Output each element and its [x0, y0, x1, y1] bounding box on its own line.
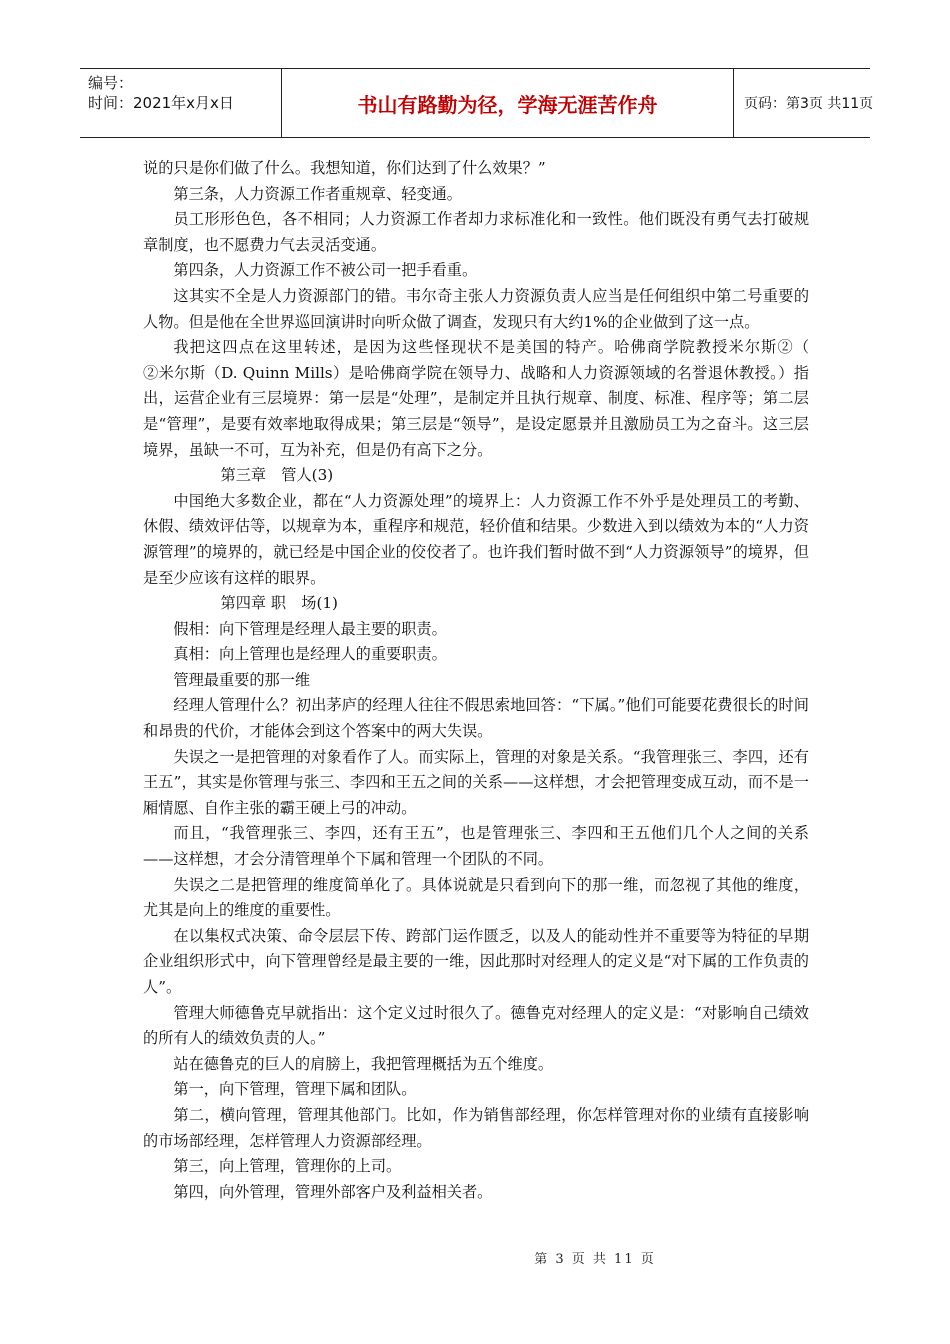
- section-heading: 管理最重要的那一维: [173, 670, 311, 689]
- page-footer: 第 3 页 共 11 页: [534, 1252, 656, 1267]
- document-body: [143, 156, 840, 1205]
- paragraph: 真相：向上管理也是经理人的重要职责。: [173, 645, 447, 664]
- paragraph: 第二，横向管理，管理其他部门。比如，作为销售部经理，你怎样管理对你的业绩有直接影响的市场部经理，怎样管理人力资源部经理。: [143, 1105, 809, 1150]
- paragraph: 这其实不全是人力资源部门的错。韦尔奇主张人力资源负责人应当是任何组织中第二号重要的人物。但是他在全世界巡回演讲时向听众做了调查，发现只有大约1%的企业做到了这一点。: [143, 286, 809, 331]
- paragraph: 失误之一是把管理的对象看作了人。而实际上，管理的对象是关系。“我管理张三、李四，还有王五”，其实是你管理与张三、李四和王五之间的关系——这样想，才会把管理变成互动，而不是一厢情愿、自作主张的霸王硬上弓的冲动。: [143, 747, 809, 817]
- chapter-heading: 第四章 职 场(1): [220, 594, 338, 613]
- paragraph: 管理大师德鲁克早就指出：这个定义过时很久了。德鲁克对经理人的定义是：“对影响自己绩效的所有人的绩效负责的人。”: [143, 1003, 809, 1048]
- paragraph: 失误之二是把管理的维度简单化了。具体说就是只看到向下的那一维，而忽视了其他的维度，尤其是向上的维度的重要性。: [143, 875, 809, 920]
- paragraph: 经理人管理什么？初出茅庐的经理人往往不假思索地回答：“下属。”他们可能要花费很长的时间和昂贵的代价，才能体会到这个答案中的两大失误。: [143, 696, 809, 741]
- page-header: [80, 68, 874, 138]
- paragraph: 假相：向下管理是经理人最主要的职责。: [173, 619, 447, 638]
- paragraph: 而且，“我管理张三、李四，还有王五”，也是管理张三、李四和王五他们几个人之间的关系——这样想，才会分清管理单个下属和管理一个团队的不同。: [143, 824, 809, 869]
- paragraph: 第四，向外管理，管理外部客户及利益相关者。: [173, 1182, 493, 1201]
- paragraph: 第三条，人力资源工作者重规章、轻变通。: [173, 184, 462, 203]
- document-date: 时间：2021年x月x日: [88, 94, 234, 112]
- paragraph: 第四条，人力资源工作不被公司一把手看重。: [173, 261, 478, 280]
- paragraph: 在以集权式决策、命令层层下传、跨部门运作匮乏，以及人的能动性并不重要等为特征的早期企业组织形式中，向下管理曾经是最主要的一维，因此那时对经理人的定义是“对下属的工作负责的人”。: [143, 926, 809, 996]
- header-meta: [80, 69, 282, 137]
- paragraph: 我把这四点在这里转述，是因为这些怪现状不是美国的特产。哈佛商学院教授米尔斯②（ ②米尔斯（D. Quinn Mills）是哈佛商学院在领导力、战略和人力资源领域的名誉退休教授。）指出，运营企业有三层境界：第一层是“处理”，是制定并且执行规章、制度、标准、程序等；第二层是“管理”，是要有效率地取得成果；第三层是“领导”，是设定愿景并且激励员工为之奋斗。这三层境界，虽缺一不可，互为补充，但是仍有高下之分。: [143, 338, 840, 459]
- paragraph: 第三，向上管理，管理你的上司。: [173, 1157, 402, 1176]
- paragraph: 员工形形色色，各不相同；人力资源工作者却力求标准化和一致性。他们既没有勇气去打破规章制度，也不愿费力气去灵活变通。: [143, 210, 809, 254]
- paragraph: 站在德鲁克的巨人的肩膀上，我把管理概括为五个维度。: [173, 1054, 554, 1073]
- paragraph: 说的只是你们做了什么。我想知道，你们达到了什么效果？”: [143, 159, 546, 177]
- chapter-heading: 第三章 管人(3): [220, 466, 334, 485]
- paragraph: 中国绝大多数企业，都在“人力资源处理”的境界上：人力资源工作不外乎是处理员工的考勤、休假、绩效评估等，以规章为本，重程序和规范，轻价值和结果。少数进入到以绩效为本的“人力资源管理”的境界的，就已经是中国企业的佼佼者了。也许我们暂时做不到“人力资源领导”的境界，但是至少应该有这样的眼界。: [143, 491, 809, 587]
- paragraph: 第一，向下管理，管理下属和团队。: [173, 1080, 417, 1099]
- header-motto: 书山有路勤为径，学海无涯苦作舟: [282, 69, 734, 137]
- header-page-info: 页码：第3页 共11页: [744, 96, 874, 112]
- document-number: 编号：: [88, 74, 134, 92]
